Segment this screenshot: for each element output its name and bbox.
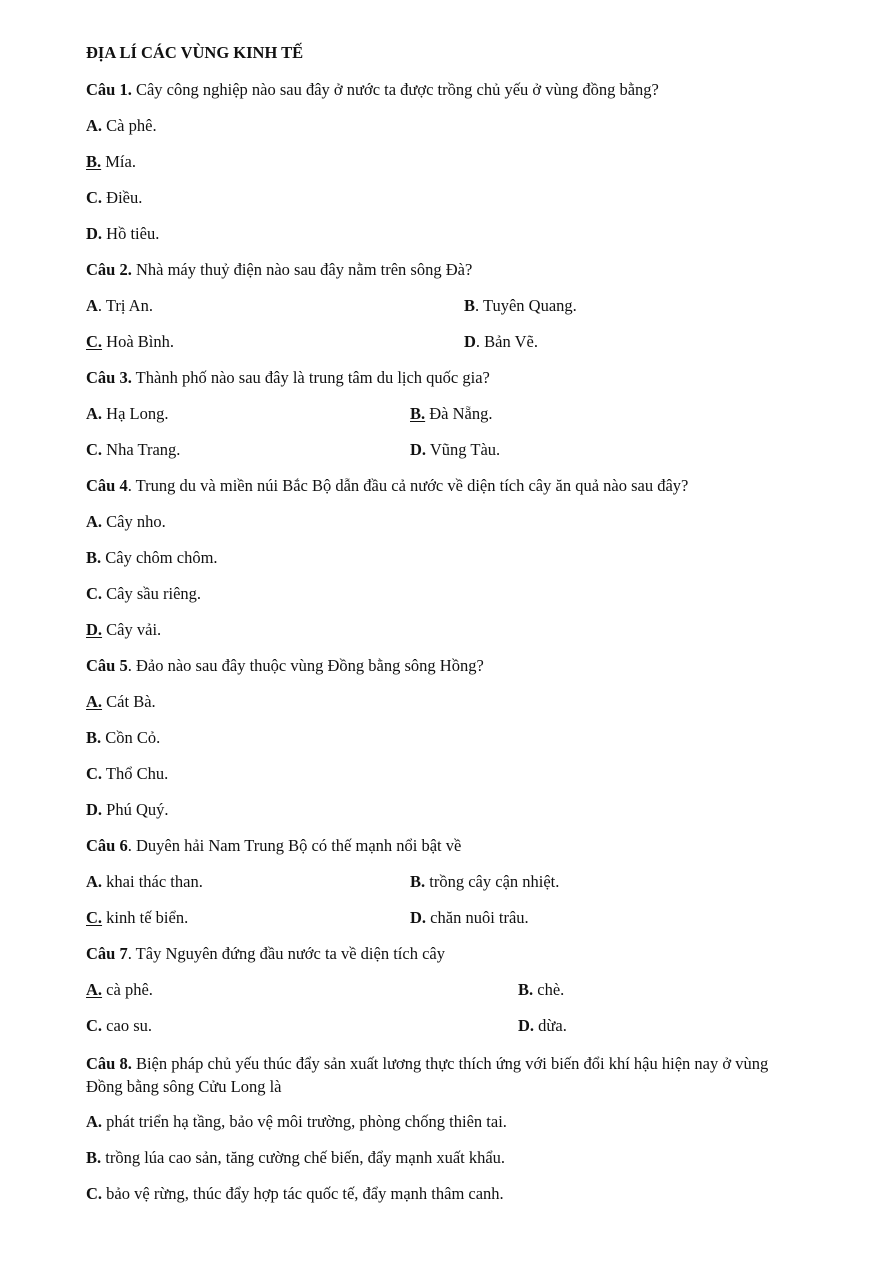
- question-4-option-d: D. Cây vải.: [86, 620, 162, 639]
- question-4-option-c: C. Cây sầu riêng.: [86, 584, 202, 603]
- question-1-option-d: D. Hồ tiêu.: [86, 224, 160, 243]
- question-7: Câu 7. Tây Nguyên đứng đầu nước ta về diện tích cây: [86, 944, 445, 963]
- question-6-option-b: B. trồng cây cận nhiệt.: [410, 872, 560, 891]
- question-2-option-d: D. Bản Vẽ.: [464, 332, 538, 351]
- question-4: Câu 4. Trung du và miền núi Bắc Bộ dẫn đầu cả nước về diện tích cây ăn quả nào sau đây?: [86, 476, 689, 495]
- question-1: [86, 80, 659, 100]
- question-1-option-c: C. Điều.: [86, 188, 143, 207]
- question-3-option-d: D. Vũng Tàu.: [410, 440, 501, 459]
- question-5-option-b: B. Cồn Cỏ.: [86, 728, 161, 747]
- question-6-option-d: D. chăn nuôi trâu.: [410, 908, 529, 927]
- question-8: Câu 8. Biện pháp chủ yếu thúc đẩy sản xuất lương thực thích ứng với biến đổi khí hậu hiện nay ở vùng Đồng bằng sông Cửu Long là: [86, 1054, 769, 1096]
- question-7-option-c: C. cao su.: [86, 1016, 152, 1035]
- question-4-option-b: B. Cây chôm chôm.: [86, 548, 218, 567]
- document-title: ĐỊA LÍ CÁC VÙNG KINH TẾ: [86, 43, 304, 62]
- question-7-option-a: A. cà phê.: [86, 980, 153, 999]
- question-7-option-d: D. dừa.: [518, 1016, 567, 1035]
- question-8-option-a: A. phát triển hạ tầng, bảo vệ môi trường, phòng chống thiên tai.: [86, 1112, 507, 1131]
- question-3-option-b: B. Đà Nẵng.: [410, 404, 493, 423]
- question-2-option-a: A. Trị An.: [86, 296, 153, 315]
- question-6: Câu 6. Duyên hải Nam Trung Bộ có thế mạnh nổi bật về: [86, 836, 462, 855]
- question-8-option-b: B. trồng lúa cao sản, tăng cường chế biến, đẩy mạnh xuất khẩu.: [86, 1148, 506, 1167]
- question-6-option-c: C. kinh tế biển.: [86, 908, 189, 927]
- question-5-option-d: D. Phú Quý.: [86, 800, 169, 819]
- question-5-option-a: A. Cát Bà.: [86, 692, 156, 711]
- question-2: Câu 2. Nhà máy thuỷ điện nào sau đây nằm trên sông Đà?: [86, 260, 473, 279]
- question-5-option-c: C. Thổ Chu.: [86, 764, 169, 783]
- question-1-option-b: B. Mía.: [86, 152, 136, 171]
- question-1-label: Câu 1.: [86, 80, 132, 99]
- question-1-option-a: A. Cà phê.: [86, 116, 157, 135]
- question-8-option-c: C. bảo vệ rừng, thúc đẩy hợp tác quốc tế, đẩy mạnh thâm canh.: [86, 1184, 504, 1203]
- question-2-option-c: C. Hoà Bình.: [86, 332, 175, 351]
- question-3-option-a: A. Hạ Long.: [86, 404, 169, 423]
- question-1-text: Cây công nghiệp nào sau đây ở nước ta được trồng chủ yếu ở vùng đồng bằng?: [131, 80, 659, 99]
- question-4-option-a: A. Cây nho.: [86, 512, 166, 531]
- question-3: Câu 3. Thành phố nào sau đây là trung tâm du lịch quốc gia?: [86, 368, 490, 387]
- question-7-option-b: B. chè.: [518, 980, 565, 999]
- question-2-option-b: B. Tuyên Quang.: [464, 296, 577, 315]
- question-3-option-c: C. Nha Trang.: [86, 440, 181, 459]
- question-5: Câu 5. Đảo nào sau đây thuộc vùng Đồng bằng sông Hồng?: [86, 656, 484, 675]
- question-6-option-a: A. khai thác than.: [86, 872, 203, 891]
